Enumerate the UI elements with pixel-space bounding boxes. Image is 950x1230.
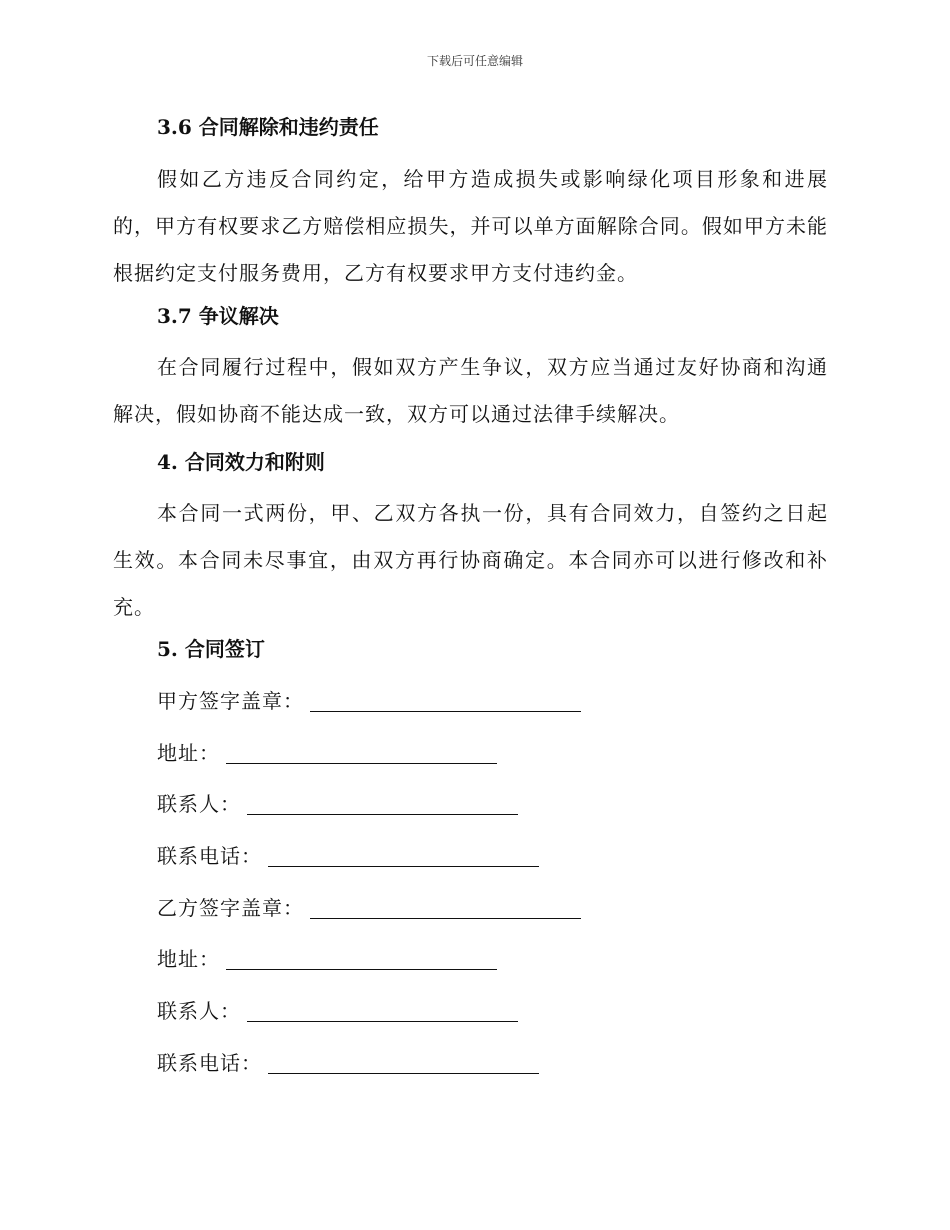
party-a-phone-label: 联系电话：: [157, 844, 262, 868]
party-a-sign-label: 甲方签字盖章：: [157, 689, 304, 713]
party-a-phone-line[interactable]: [268, 866, 539, 867]
section-body-3-7: 在合同履行过程中，假如双方产生争议，双方应当通过友好协商和沟通解决，假如协商不能达成一致，双方可以通过法律手续解决。: [113, 355, 828, 426]
section-heading-3-7: 3.7 争议解决: [157, 304, 279, 328]
party-b-address-line[interactable]: [226, 969, 497, 970]
party-a-contact-label: 联系人：: [157, 792, 241, 816]
party-a-contact-line[interactable]: [247, 814, 518, 815]
section-body-4: 本合同一式两份，甲、乙双方各执一份，具有合同效力，自签约之日起生效。本合同未尽事宜，由双方再行协商确定。本合同亦可以进行修改和补充。: [113, 501, 828, 619]
party-a-sign-row: [157, 686, 581, 716]
party-b-phone-row: [157, 1048, 539, 1078]
party-b-phone-line[interactable]: [268, 1073, 539, 1074]
party-b-sign-line[interactable]: [310, 918, 581, 919]
party-b-sign-label: 乙方签字盖章：: [157, 896, 304, 920]
page-header: 下载后可任意编辑: [426, 54, 523, 68]
party-b-contact-row: [157, 996, 518, 1026]
party-a-contact-row: [157, 789, 518, 819]
party-b-address-label: 地址：: [157, 947, 220, 971]
party-a-address-line[interactable]: [226, 763, 497, 764]
party-b-sign-row: [157, 893, 581, 923]
party-b-address-row: [157, 944, 497, 974]
section-heading-3-6: 3.6 合同解除和违约责任: [157, 115, 379, 139]
party-a-address-row: [157, 738, 497, 768]
party-b-contact-label: 联系人：: [157, 999, 241, 1023]
party-b-contact-line[interactable]: [247, 1021, 518, 1022]
party-a-phone-row: [157, 841, 539, 871]
party-a-address-label: 地址：: [157, 741, 220, 765]
section-heading-4: 4. 合同效力和附则: [157, 450, 325, 474]
party-b-phone-label: 联系电话：: [157, 1051, 262, 1075]
party-a-sign-line[interactable]: [310, 711, 581, 712]
section-heading-5: 5. 合同签订: [157, 637, 265, 661]
section-body-3-6: 假如乙方违反合同约定，给甲方造成损失或影响绿化项目形象和进展的，甲方有权要求乙方赔偿相应损失，并可以单方面解除合同。假如甲方未能根据约定支付服务费用，乙方有权要求甲方支付违约金。: [113, 167, 828, 285]
